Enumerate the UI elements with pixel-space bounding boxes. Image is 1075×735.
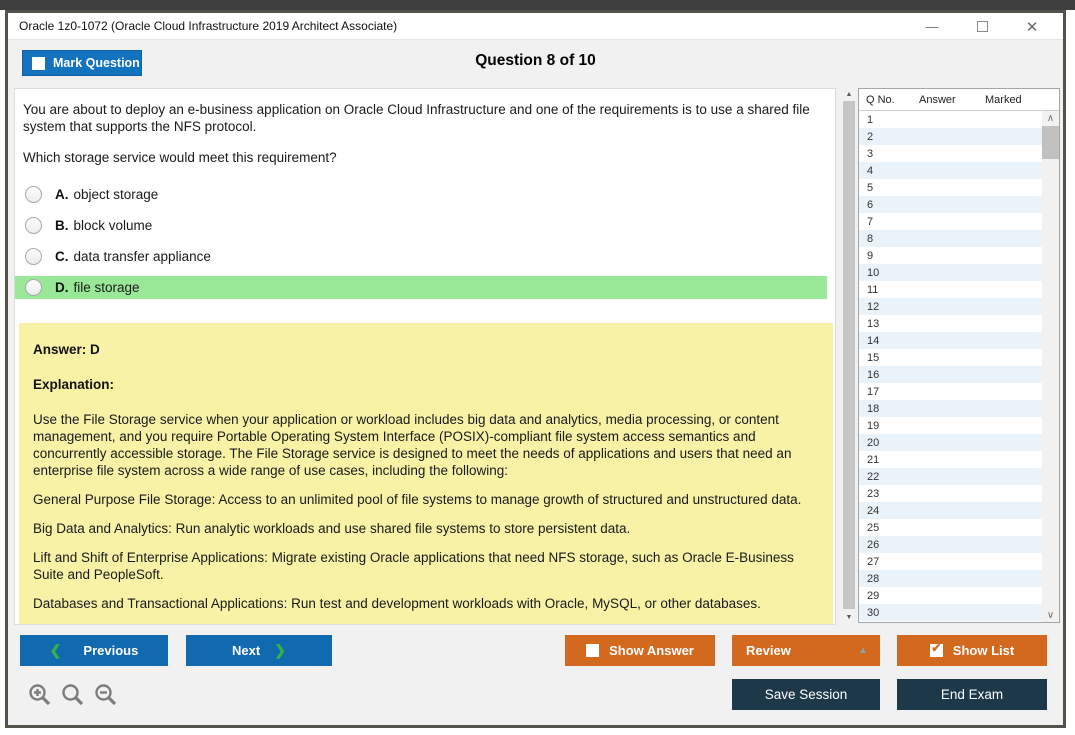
column-header-answer: Answer	[919, 93, 956, 106]
question-number: 26	[867, 538, 880, 551]
scroll-chevron-down-icon[interactable]: ∨	[1046, 609, 1055, 621]
question-list-row[interactable]	[859, 332, 1042, 349]
question-number: 18	[867, 402, 880, 415]
explanation-paragraph: Big Data and Analytics: Run analytic workloads and use shared file systems to store persistent data.	[33, 521, 631, 536]
question-number: 16	[867, 368, 880, 381]
question-list-row[interactable]	[859, 162, 1042, 179]
question-list-row[interactable]	[859, 145, 1042, 162]
option-letter: A.	[55, 187, 69, 202]
next-label: Next	[232, 643, 261, 658]
question-number: 4	[867, 164, 874, 177]
question-number: 24	[867, 504, 880, 517]
previous-label: Previous	[83, 643, 139, 658]
header-bar	[8, 41, 1063, 80]
question-number: 8	[867, 232, 874, 245]
option-text: object storage	[73, 187, 159, 202]
zoom-reset-icon[interactable]	[61, 683, 85, 707]
scroll-down-icon[interactable]: ▼	[845, 613, 853, 621]
question-number: 6	[867, 198, 874, 211]
next-button[interactable]	[186, 635, 332, 666]
window-controls	[919, 13, 1045, 40]
show-answer-checkbox-icon	[586, 644, 599, 657]
answer-option[interactable]	[15, 183, 827, 206]
radio-button-icon[interactable]	[25, 186, 42, 203]
question-list-row[interactable]	[859, 196, 1042, 213]
explanation-paragraph: Use the File Storage service when your application or workload includes big data and analytics, media processing, or content management, and you require Portable Operating System Interface (POSIX)-compliant file system access semantics and concurrently accessible storage. The File Storage service is designed to meet the needs of applications and users that need an enterprise file system across a wide range of use cases, including the following:	[33, 412, 792, 478]
answer-option[interactable]	[15, 214, 827, 237]
question-number: 22	[867, 470, 880, 483]
question-list-row[interactable]	[859, 570, 1042, 587]
minimize-icon[interactable]: —	[925, 19, 939, 34]
show-answer-label: Show Answer	[609, 643, 694, 658]
question-list-row[interactable]	[859, 536, 1042, 553]
question-number: 3	[867, 147, 874, 160]
question-list-row[interactable]	[859, 451, 1042, 468]
question-list-panel	[858, 88, 1060, 623]
question-number: 29	[867, 589, 880, 602]
explanation-paragraph: General Purpose File Storage: Access to an unlimited pool of file systems to manage growth of structured and unstructured data.	[33, 492, 802, 507]
review-dropdown-button[interactable]	[732, 635, 880, 666]
mark-question-button[interactable]	[22, 50, 142, 76]
answer-label: Answer: D	[33, 342, 100, 357]
radio-button-icon[interactable]	[25, 217, 42, 234]
question-number: 30	[867, 606, 880, 619]
question-number: 9	[867, 249, 874, 262]
exam-player-window	[5, 10, 1066, 728]
scrollbar-thumb[interactable]	[843, 101, 855, 609]
sidebar-scrollbar[interactable]	[842, 88, 856, 623]
option-text: data transfer appliance	[73, 249, 211, 264]
question-number: 19	[867, 419, 880, 432]
review-label: Review	[746, 643, 791, 658]
option-letter: C.	[55, 249, 69, 264]
question-list-row[interactable]	[859, 298, 1042, 315]
question-number: 21	[867, 453, 880, 466]
maximize-icon[interactable]	[969, 16, 995, 38]
question-number: 1	[867, 113, 874, 126]
question-list-row[interactable]	[859, 264, 1042, 281]
dropdown-arrow-icon: ▲	[858, 645, 868, 656]
question-number: 28	[867, 572, 880, 585]
show-answer-button[interactable]	[565, 635, 715, 666]
zoom-controls	[28, 683, 118, 707]
question-list-row[interactable]	[859, 417, 1042, 434]
question-list-row[interactable]	[859, 366, 1042, 383]
window-title: Oracle 1z0-1072 (Oracle Cloud Infrastructure 2019 Architect Associate)	[19, 19, 398, 33]
chevron-left-icon: ❮	[49, 642, 62, 658]
question-number: 7	[867, 215, 874, 228]
column-header-qno: Q No.	[866, 93, 895, 106]
question-number: 2	[867, 130, 874, 143]
question-counter: Question 8 of 10	[475, 51, 596, 69]
question-list-row[interactable]	[859, 434, 1042, 451]
end-exam-label: End Exam	[940, 687, 1004, 702]
show-list-button[interactable]	[897, 635, 1047, 666]
explanation-paragraph: Databases and Transactional Applications: Run test and development workloads with Oracle, MySQL, or other databases.	[33, 596, 761, 611]
question-number: 23	[867, 487, 880, 500]
answer-option[interactable]	[15, 245, 827, 268]
radio-button-icon[interactable]	[25, 248, 42, 265]
close-icon[interactable]: ✕	[1025, 18, 1039, 36]
question-number: 10	[867, 266, 880, 279]
zoom-out-icon[interactable]	[94, 683, 118, 707]
question-list-row[interactable]	[859, 128, 1042, 145]
question-number: 13	[867, 317, 880, 330]
question-list-row[interactable]	[859, 213, 1042, 230]
title-bar	[8, 13, 1063, 40]
question-list-row[interactable]	[859, 230, 1042, 247]
question-number: 25	[867, 521, 880, 534]
option-text: block volume	[73, 218, 153, 233]
question-number: 17	[867, 385, 880, 398]
question-list-row[interactable]	[859, 502, 1042, 519]
mark-question-checkbox-icon	[32, 57, 45, 70]
maximize-box-glyph	[977, 21, 988, 32]
save-session-label: Save Session	[764, 687, 848, 702]
question-number: 5	[867, 181, 874, 194]
checkmark-icon: ✔	[931, 641, 942, 655]
question-number: 27	[867, 555, 880, 568]
scroll-up-icon[interactable]: ▲	[845, 90, 853, 98]
question-number: 14	[867, 334, 880, 347]
question-list-row[interactable]	[859, 553, 1042, 570]
previous-button[interactable]	[20, 635, 168, 666]
show-list-checkbox-icon	[930, 641, 943, 657]
show-list-label: Show List	[952, 643, 1015, 658]
question-list-row[interactable]	[859, 349, 1042, 366]
scrollbar-thumb[interactable]	[1042, 126, 1059, 159]
option-text: file storage	[73, 280, 140, 295]
answer-options	[15, 183, 827, 299]
radio-button-icon[interactable]	[25, 279, 42, 296]
question-number: 20	[867, 436, 880, 449]
question-number: 15	[867, 351, 880, 364]
question-number: 12	[867, 300, 880, 313]
explanation-paragraph: Lift and Shift of Enterprise Applications: Migrate existing Oracle applications that need NFS storage, such as Oracle E-Business Suite and PeopleSoft.	[33, 550, 794, 582]
answer-option[interactable]	[15, 276, 827, 299]
question-list-row[interactable]	[859, 247, 1042, 264]
question-list-row[interactable]	[859, 468, 1042, 485]
question-list-row[interactable]	[859, 519, 1042, 536]
save-session-button[interactable]	[732, 679, 880, 710]
scroll-chevron-up-icon[interactable]: ∧	[1046, 112, 1055, 124]
question-list-row[interactable]	[859, 587, 1042, 604]
question-list-scrollbar[interactable]	[1042, 111, 1059, 622]
question-pane	[14, 88, 836, 625]
question-number: 11	[867, 283, 879, 296]
question-prompt: Which storage service would meet this requirement?	[23, 150, 337, 165]
mark-question-label: Mark Question	[53, 56, 140, 70]
question-list-row[interactable]	[859, 485, 1042, 502]
zoom-in-icon[interactable]	[28, 683, 52, 707]
question-list-row[interactable]	[859, 179, 1042, 196]
option-letter: D.	[55, 280, 69, 295]
question-text: You are about to deploy an e-business application on Oracle Cloud Infrastructure and one of the requirements is to use a shared file system that supports the NFS protocol.	[23, 102, 810, 134]
end-exam-button[interactable]	[897, 679, 1047, 710]
question-list-body	[859, 111, 1042, 621]
question-list-row[interactable]	[859, 400, 1042, 417]
explanation-heading: Explanation:	[33, 377, 115, 392]
explanation-box	[19, 323, 833, 625]
question-list-row[interactable]	[859, 315, 1042, 332]
desktop-edge-strip	[0, 0, 1075, 10]
question-list-header	[859, 89, 1059, 111]
question-list-row[interactable]	[859, 604, 1042, 621]
option-letter: B.	[55, 218, 69, 233]
question-list-row[interactable]	[859, 281, 1042, 298]
question-list-row[interactable]	[859, 111, 1042, 128]
question-list-row[interactable]	[859, 383, 1042, 400]
chevron-right-icon: ❯	[274, 642, 286, 658]
column-header-marked: Marked	[985, 93, 1022, 106]
